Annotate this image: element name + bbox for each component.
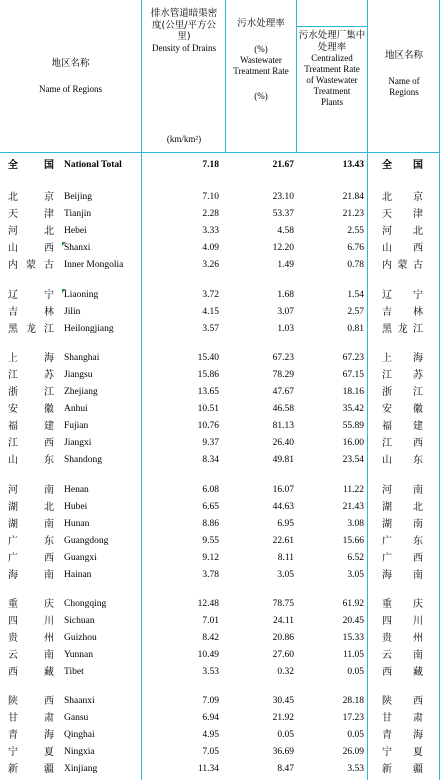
- region-name-en: Chongqing: [64, 599, 107, 609]
- centralized-rate-value: 21.84: [342, 192, 364, 202]
- region-header-right-zh: 地区名称: [384, 50, 423, 61]
- wastewater-rate-value: 0.32: [277, 667, 294, 677]
- cell-marker-icon: [62, 289, 66, 293]
- density-header: [148, 8, 220, 144]
- density-value: 10.49: [197, 650, 219, 660]
- region-name-en: Hebei: [64, 226, 87, 236]
- region-name-zh-right: 甘肃: [382, 713, 423, 724]
- centralized-rate-value: 0.81: [347, 324, 364, 334]
- wastewater-rate-value: 46.58: [272, 404, 294, 414]
- region-name-en: Jilin: [64, 307, 81, 317]
- region-name-en: Shanxi: [64, 243, 91, 253]
- region-header-zh: 地区名称: [51, 58, 90, 69]
- wastewater-rate-value: 36.69: [272, 747, 294, 757]
- wastewater-rate-value: 67.23: [272, 353, 294, 363]
- wastewater-pct: (%): [254, 43, 268, 54]
- region-name-zh: 江西: [8, 438, 54, 449]
- table-row: [0, 482, 442, 499]
- centralized-rate-value: 2.57: [347, 307, 364, 317]
- density-value: 10.76: [197, 421, 219, 431]
- centralized-rate-value: 23.54: [342, 455, 364, 465]
- density-header-en: Density of Drains: [152, 42, 216, 53]
- region-name-zh: 四川: [8, 616, 54, 627]
- region-name-en: Liaoning: [64, 290, 99, 300]
- region-name-zh: 浙江: [8, 387, 54, 398]
- table-row: [0, 435, 442, 452]
- header-divider: [0, 152, 440, 153]
- centralized-rate-value: 21.23: [342, 209, 364, 219]
- region-name-en: Hunan: [64, 519, 90, 529]
- region-name-zh: 海南: [8, 570, 54, 581]
- density-value: 11.34: [197, 764, 219, 774]
- density-value: 3.53: [202, 667, 219, 677]
- region-name-en: Xinjiang: [64, 764, 98, 774]
- region-name-zh-right: 天津: [382, 209, 423, 220]
- density-value: 7.01: [202, 616, 219, 626]
- density-value: 9.55: [202, 536, 219, 546]
- region-name-zh: 山东: [8, 455, 54, 466]
- centralized-rate-value: 0.05: [347, 730, 364, 740]
- table-row: [0, 744, 442, 761]
- wastewater-rate-value: 20.86: [272, 633, 294, 643]
- wastewater-rate-value: 47.67: [272, 387, 294, 397]
- region-name-en: Sichuan: [64, 616, 95, 626]
- region-name-zh-right: 陕西: [382, 696, 423, 707]
- centralized-rate-value: 11.22: [342, 485, 364, 495]
- density-value: 15.40: [197, 353, 219, 363]
- region-name-zh: 广西: [8, 553, 54, 564]
- region-name-zh: 西藏: [8, 667, 54, 678]
- density-value: 15.86: [197, 370, 219, 380]
- centralized-rate-value: 61.92: [342, 599, 364, 609]
- table-row: [0, 567, 442, 584]
- region-name-zh-right: 辽宁: [382, 290, 423, 301]
- region-name-en: Hainan: [64, 570, 92, 580]
- header-divider: [296, 26, 368, 27]
- density-value: 6.94: [202, 713, 219, 723]
- density-value: 2.28: [202, 209, 219, 219]
- centralized-rate-value: 6.76: [347, 243, 364, 253]
- wastewater-rate-value: 3.07: [277, 307, 294, 317]
- density-value: 7.09: [202, 696, 219, 706]
- wastewater-rate-value: 81.13: [272, 421, 294, 431]
- density-value: 8.42: [202, 633, 219, 643]
- centralized-rate-value: 11.05: [342, 650, 364, 660]
- region-name-zh-right: 福建: [382, 421, 423, 432]
- wastewater-rate-value: 12.20: [272, 243, 294, 253]
- wastewater-rate-value: 8.47: [277, 764, 294, 774]
- wastewater-rate-value: 8.11: [277, 553, 294, 563]
- centralized-rate-value: 15.66: [342, 536, 364, 546]
- wastewater-header-en: Wastewater Treatment Rate: [233, 54, 289, 76]
- centralized-rate-value: 3.08: [347, 519, 364, 529]
- region-name-zh-right: 重庆: [382, 599, 423, 610]
- table-row: [0, 223, 442, 240]
- region-name-zh: 云南: [8, 650, 54, 661]
- table-row: [0, 596, 442, 613]
- region-name-zh-right: 江西: [382, 438, 423, 449]
- wastewater-rate-value: 23.10: [272, 192, 294, 202]
- centralized-rate-value: 26.09: [342, 747, 364, 757]
- centralized-rate-value: 3.53: [347, 764, 364, 774]
- wastewater-rate-value: 21.92: [272, 713, 294, 723]
- centralized-rate-value: 0.05: [347, 667, 364, 677]
- table-row: [0, 693, 442, 710]
- table-row: [0, 240, 442, 257]
- region-name-zh: 安徽: [8, 404, 54, 415]
- region-name-zh-right: 贵州: [382, 633, 423, 644]
- wastewater-rate-value: 49.81: [272, 455, 294, 465]
- region-name-zh-right: 江苏: [382, 370, 423, 381]
- region-name-zh: 陕西: [8, 696, 54, 707]
- density-value: 7.10: [202, 192, 219, 202]
- region-header-right-en: Name of Regions: [388, 75, 420, 97]
- wastewater-rate-value: 78.29: [272, 370, 294, 380]
- region-name-zh: 河北: [8, 226, 54, 237]
- wastewater-rate-value: 16.07: [272, 485, 294, 495]
- column-divider: [296, 0, 297, 152]
- centralized-header-zh: 污水处理厂集中处理率: [298, 30, 366, 53]
- region-name-en: Jiangxi: [64, 438, 92, 448]
- region-name-en: Guangdong: [64, 536, 109, 546]
- wastewater-rate-value: 1.68: [277, 290, 294, 300]
- region-header: [0, 58, 141, 95]
- table-row: [0, 647, 442, 664]
- centralized-rate-value: 18.16: [342, 387, 364, 397]
- density-header-zh: 排水管道暗渠密度(公里/平方公里): [150, 8, 218, 42]
- region-name-en: Tianjin: [64, 209, 92, 219]
- region-name-zh-right: 浙江: [382, 387, 423, 398]
- region-name-en: Anhui: [64, 404, 88, 414]
- wastewater-rate-value: 6.95: [277, 519, 294, 529]
- region-name-zh-right: 广东: [382, 536, 423, 547]
- region-name-zh: 上海: [8, 353, 54, 364]
- wastewater-rate-value: 0.05: [277, 730, 294, 740]
- centralized-rate-value: 6.52: [347, 553, 364, 563]
- wastewater-rate-value: 30.45: [272, 696, 294, 706]
- table-row: [0, 257, 442, 274]
- region-name-zh: 黑龙江: [8, 324, 54, 335]
- centralized-rate-value: 67.23: [342, 353, 364, 363]
- table-row: [0, 321, 442, 338]
- wastewater-rate-value: 26.40: [272, 438, 294, 448]
- region-name-zh-right: 西藏: [382, 667, 423, 678]
- table-row: [0, 550, 442, 567]
- region-name-zh-right: 山西: [382, 243, 423, 254]
- centralized-rate-value: 55.89: [342, 421, 364, 431]
- region-name-zh: 福建: [8, 421, 54, 432]
- region-name-zh: 内蒙古: [8, 260, 54, 271]
- region-name-zh: 天津: [8, 209, 54, 220]
- wastewater-rate-value: 21.67: [272, 160, 294, 170]
- table-row: [0, 350, 442, 367]
- centralized-rate-value: 1.54: [347, 290, 364, 300]
- region-name-zh: 江苏: [8, 370, 54, 381]
- table-row: [0, 304, 442, 321]
- table-row: [0, 287, 442, 304]
- centralized-rate-value: 15.33: [342, 633, 364, 643]
- region-name-en: Jiangsu: [64, 370, 93, 380]
- region-name-zh-right: 湖南: [382, 519, 423, 530]
- region-name-zh-right: 广西: [382, 553, 423, 564]
- region-name-zh: 新疆: [8, 764, 54, 775]
- wastewater-rate-value: 24.11: [272, 616, 294, 626]
- centralized-rate-value: 0.78: [347, 260, 364, 270]
- region-name-en: Inner Mongolia: [64, 260, 124, 270]
- table-row: [0, 664, 442, 681]
- table-row: [0, 189, 442, 206]
- region-header-right: [368, 50, 440, 98]
- table-row: [0, 452, 442, 469]
- region-name-zh-right: 四川: [382, 616, 423, 627]
- region-name-zh-right: 上海: [382, 353, 423, 364]
- region-name-zh: 重庆: [8, 599, 54, 610]
- region-name-zh: 甘肃: [8, 713, 54, 724]
- region-name-zh: 全国: [8, 160, 54, 171]
- region-name-zh-right: 云南: [382, 650, 423, 661]
- region-name-en: Henan: [64, 485, 89, 495]
- wastewater-rate-value: 78.75: [272, 599, 294, 609]
- density-value: 6.08: [202, 485, 219, 495]
- region-name-zh: 宁夏: [8, 747, 54, 758]
- region-name-zh: 山西: [8, 243, 54, 254]
- centralized-rate-value: 3.05: [347, 570, 364, 580]
- region-name-zh-right: 湖北: [382, 502, 423, 513]
- wastewater-rate-value: 44.63: [272, 502, 294, 512]
- region-name-en: Guangxi: [64, 553, 97, 563]
- centralized-rate-value: 28.18: [342, 696, 364, 706]
- table-row: [0, 761, 442, 778]
- table-row: [0, 630, 442, 647]
- density-value: 3.33: [202, 226, 219, 236]
- region-name-en: Gansu: [64, 713, 89, 723]
- wastewater-rate-value: 27.60: [272, 650, 294, 660]
- table-row: [0, 613, 442, 630]
- density-value: 10.51: [197, 404, 219, 414]
- centralized-rate-value: 20.45: [342, 616, 364, 626]
- table-row: [0, 401, 442, 418]
- region-name-en: Fujian: [64, 421, 89, 431]
- region-name-zh-right: 宁夏: [382, 747, 423, 758]
- region-name-en: Guizhou: [64, 633, 97, 643]
- region-name-zh-right: 河北: [382, 226, 423, 237]
- region-name-en: National Total: [64, 160, 122, 170]
- region-name-en: Shanghai: [64, 353, 100, 363]
- density-value: 9.12: [202, 553, 219, 563]
- region-name-zh: 北京: [8, 192, 54, 203]
- density-value: 4.95: [202, 730, 219, 740]
- wastewater-rate-value: 1.03: [277, 324, 294, 334]
- density-unit: (km/km²): [166, 134, 202, 144]
- density-value: 13.65: [197, 387, 219, 397]
- region-name-zh-right: 全国: [382, 160, 423, 171]
- wastewater-rate-value: 3.05: [277, 570, 294, 580]
- centralized-rate-value: 17.23: [342, 713, 364, 723]
- region-name-zh-right: 内蒙古: [382, 260, 423, 271]
- region-name-en: Beijing: [64, 192, 92, 202]
- region-name-zh: 贵州: [8, 633, 54, 644]
- table-row: [0, 727, 442, 744]
- table-row: [0, 157, 442, 174]
- wastewater-unit: (%): [254, 90, 268, 101]
- region-name-en: Tibet: [64, 667, 84, 677]
- wastewater-header-zh: 污水处理率: [237, 18, 285, 29]
- centralized-rate-value: 16.00: [342, 438, 364, 448]
- centralized-rate-value: 67.15: [342, 370, 364, 380]
- centralized-rate-value: 2.55: [347, 226, 364, 236]
- density-value: 3.72: [202, 290, 219, 300]
- density-value: 7.18: [202, 160, 219, 170]
- table-row: [0, 384, 442, 401]
- table-row: [0, 206, 442, 223]
- region-name-zh-right: 河南: [382, 485, 423, 496]
- density-value: 6.65: [202, 502, 219, 512]
- centralized-rate-value: 35.42: [342, 404, 364, 414]
- region-name-zh-right: 青海: [382, 730, 423, 741]
- region-name-zh-right: 吉林: [382, 307, 423, 318]
- centralized-header-en: Centralized Treatment Rate of Wastewater Treatment Plants: [304, 53, 360, 107]
- region-name-en: Ningxia: [64, 747, 95, 757]
- region-name-zh: 湖南: [8, 519, 54, 530]
- region-name-zh-right: 安徽: [382, 404, 423, 415]
- region-name-en: Heilongjiang: [64, 324, 114, 334]
- density-value: 8.34: [202, 455, 219, 465]
- region-name-en: Shandong: [64, 455, 102, 465]
- density-value: 3.26: [202, 260, 219, 270]
- region-name-zh-right: 新疆: [382, 764, 423, 775]
- region-name-en: Yunnan: [64, 650, 94, 660]
- wastewater-rate-value: 53.37: [272, 209, 294, 219]
- wastewater-rate-value: 4.58: [277, 226, 294, 236]
- cell-marker-icon: [62, 242, 66, 246]
- region-name-zh-right: 山东: [382, 455, 423, 466]
- table-row: [0, 533, 442, 550]
- density-value: 3.78: [202, 570, 219, 580]
- region-name-en: Zhejiang: [64, 387, 98, 397]
- density-value: 9.37: [202, 438, 219, 448]
- region-name-zh: 广东: [8, 536, 54, 547]
- centralized-rate-value: 13.43: [342, 160, 364, 170]
- region-name-zh: 河南: [8, 485, 54, 496]
- density-value: 7.05: [202, 747, 219, 757]
- region-name-zh: 青海: [8, 730, 54, 741]
- region-name-en: Qinghai: [64, 730, 95, 740]
- table-row: [0, 367, 442, 384]
- region-name-en: Hubei: [64, 502, 88, 512]
- density-value: 4.15: [202, 307, 219, 317]
- density-value: 4.09: [202, 243, 219, 253]
- wastewater-header: [226, 18, 296, 102]
- wastewater-rate-value: 22.61: [272, 536, 294, 546]
- region-header-en: Name of Regions: [39, 83, 102, 94]
- region-name-zh: 湖北: [8, 502, 54, 513]
- density-value: 8.86: [202, 519, 219, 529]
- region-name-zh-right: 海南: [382, 570, 423, 581]
- region-name-zh: 辽宁: [8, 290, 54, 301]
- region-name-zh-right: 黑龙江: [382, 324, 423, 335]
- density-value: 12.48: [197, 599, 219, 609]
- centralized-header: [298, 30, 366, 108]
- region-name-en: Shaanxi: [64, 696, 95, 706]
- region-name-zh: 吉林: [8, 307, 54, 318]
- table-row: [0, 499, 442, 516]
- region-name-zh-right: 北京: [382, 192, 423, 203]
- table-row: [0, 418, 442, 435]
- centralized-rate-value: 21.43: [342, 502, 364, 512]
- wastewater-rate-value: 1.49: [277, 260, 294, 270]
- table-row: [0, 516, 442, 533]
- table-row: [0, 710, 442, 727]
- density-value: 3.57: [202, 324, 219, 334]
